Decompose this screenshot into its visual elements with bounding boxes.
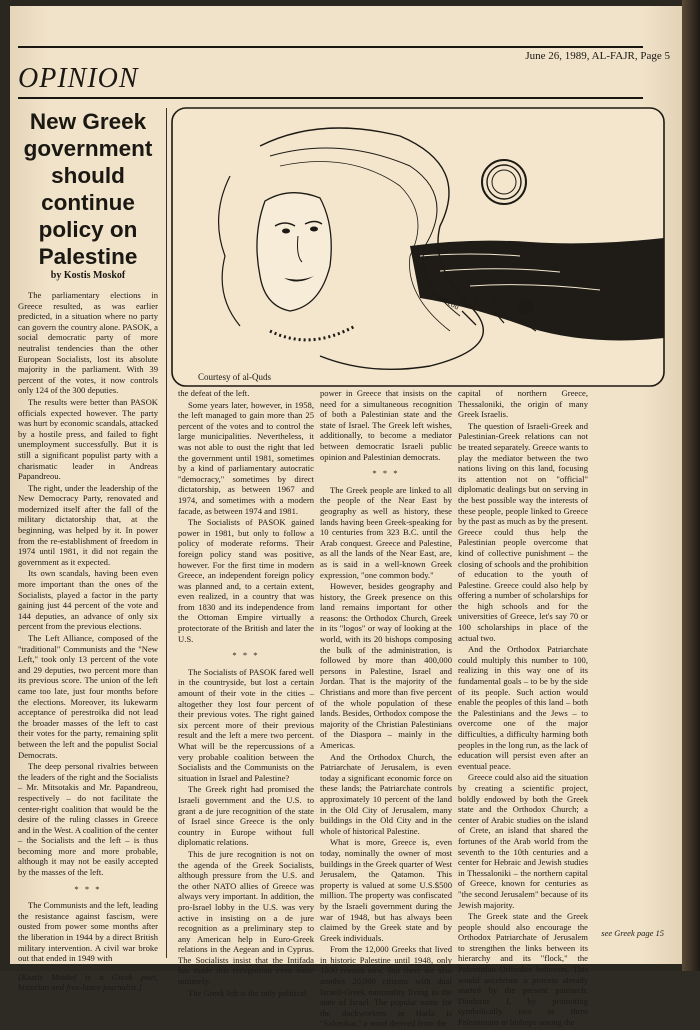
paragraph: power in Greece that insists on the need for a simultaneous recognition of both a Palestinian state and the state of Israel. The Greek left wishes, additionally, to become a mediator between democratic Israeli public opinion and Palestinian democrats.: [320, 388, 452, 462]
column-2: [178, 388, 314, 999]
column-1: [18, 290, 158, 994]
paragraph: The question of Israeli-Greek and Palestinian-Greek relations can not be treated separately. Greece wants to play the mediator between the two nations living on this land, focusing its attention not on "official" diplomatic dealings but on serving in the best possible way the interests of these people, people linked to Greece by the past as much as by the present. Greece could thus help the Palestinian people overcome that kind of collective punishment – the closing of schools and the prohibition of education to the youth of Palestine. Greece could also help by offering a number of scholarships for the high schools and for the universities of Greece, let's say 70 or 100 scholarships in place of the actual two.: [458, 420, 588, 643]
paragraph: The Greek people are linked to all the people of the Near East by geography as well as history, these lands having been Greek-speaking for 10 centuries from 323 B.C. until the Arab conquest. Greece and Palestine, as all the lands of the Near East, are, as is said in a well-known Greek expression, "one common body.": [320, 484, 452, 580]
paragraph: The results were better than PASOK officials expected however. The party was hurt by economic scandals, attacked by a hostile press, and failed to fight unemployment successfully. But it is still a significant populist party with a charismatic leader in Andreas Papandreou.: [18, 396, 158, 482]
column-3: [320, 388, 452, 1030]
headline-line: continue: [41, 190, 135, 215]
paragraph: From the 12,000 Greeks that lived in historic Palestine until 1948, only 1000 remain now. But there are also another 20,000 citizens with dual Israeli-Greek nationality living in the state of Israel. The popular name for the dockworkers in Haifa is "Salonikai," a word derived from the: [320, 944, 452, 1029]
paragraph: Some years later, however, in 1958, the left managed to gain more than 25 percent of the votes and to control the large municipalities. Nevertheless, it was not able to oust the right that led the government until 1981, sometimes by a kind of parliamentary autocratic "democracy," sometimes by direct dictatorship, as between 1967 and 1974, and sometimes with a modern facade, as between 1974 and 1981.: [178, 399, 314, 516]
paragraph: The Greek left is the only political: [188, 987, 307, 998]
paragraph: What is more, Greece is, even today, nominally the owner of most buildings in the Greek quarter of West Jerusalem, the Qatamon. This property is valued at some U.S.$500 million. The property was confiscated by the Israeli government during the war of 1948, but has always been claimed by the Greek state and by Greek individuals.: [320, 837, 452, 943]
column-4: [458, 388, 588, 1029]
paragraph: The Greek state and the Greek people should also encourage the Orthodox Patriarchate of Jerusalem to strengthen the links between its hierarchy and its "flock," the Palestinian Orthodox believers. This would accelerate a process already started by the present patriarch, Diodorus I, by promoting symbolically two or three Palestinians to bishops among the: [458, 911, 588, 1028]
headline-line: Palestine: [38, 244, 138, 269]
paragraph: The Communists and the left, leading the resistance against fascism, were ousted from power some months after the liberation in 1944 by a direct British military intervention. A civil war broke out that ended in 1949 with: [18, 900, 158, 964]
section-break: * * *: [372, 468, 400, 479]
headline-line: New Greek: [29, 109, 147, 134]
cartoon-credit: Courtesy of al-Quds: [198, 372, 271, 382]
binding-edge: [682, 0, 700, 971]
paragraph: Its own scandals, having been even more important than the ones of the Socialists, played a factor in the party gaining just 44 percent of the vote and 144 deputies, an advance of only six percent from the previous elections.: [18, 568, 158, 632]
column-rule: [166, 108, 167, 958]
section-title: OPINION: [18, 63, 139, 94]
cartoon-illustration: [170, 106, 666, 388]
paragraph: The deep personal rivalries between the leaders of the right and the Socialists – Mr. Mitsotakis and Mr. Papandreou, respectively – do not facilitate the center-right coalition that would be the desire of the ruling classes in Greece and in the West. A coalition of the center – the Socialists and the left – is thus becoming more and more probable, although it may not be easily accepted by the masses of the left.: [18, 761, 158, 878]
cartoon-label: Papandreou: [423, 285, 461, 312]
paragraph: However, besides geography and history, the Greek presence on this land remains important for other reasons: the Orthodox Church, Greek in its "logos" or way of looking at the world, with its 20 bishops composing the bulk of the administration, is followed by more than 400,000 persons in Palestine, Israel and Jordan. That is the majority of the Christians and more than five percent of the whole population of these lands. Besides, Orthodox compose the majority of the Christian Palestinians of the Diaspora – mainly in the Americas.: [320, 581, 452, 750]
section-break: * * *: [74, 883, 102, 894]
paragraph: The parliamentary elections in Greece resulted, as was earlier predicted, in a situation where no party can govern the country alone. PASOK, a social democratic party of more neutralist tendencies than the other European Socialists, lost its absolute majority in the parliament. With 39 percent of the votes, it now controls only 124 of the 300 deputies.: [18, 290, 158, 396]
continued-link[interactable]: see Greek page 15: [601, 928, 664, 938]
paragraph: And the Orthodox Church, the Patriarchate of Jerusalem, is even today a significant economic force on these lands; the Patriarchate controls approximately 10 percent of the land in the Old City of Jerusalem, many buildings in the Old City and in the whole of historical Palestine.: [320, 751, 452, 836]
paragraph: The Socialists of PASOK gained power in 1981, but only to follow a policy of moderate reforms. Their foreign policy stand was positive, however. For the first time in modern Greece, an independent foreign policy was planned and, to a certain extent, even realized, in a country that was from 1830 and its independence from the Ottoman Empire virtually a protectorate of the British and later the U.S.: [178, 517, 314, 644]
paragraph: The right, under the leadership of the New Democracy Party, renovated and modernized itself after the fall of the military dictatorship that, at the beginning, was helped by it. In power from the re-establishment of freedom in 1974 until 1981, it did not regain the government as it expected.: [18, 482, 158, 567]
top-rule: [18, 46, 643, 48]
paragraph: And the Orthodox Patriarchate could multiply this number to 100, realizing in this way one of its fundamental goals – to be by the side of its people. Such action would enable the peoples of this land – both the Palestinians and the Jews – to overcome one of the major difficulties, a difficulty harming both peoples in the long run, as the lack of education will persist even after an eventual peace.: [458, 644, 588, 771]
section-break: * * *: [232, 650, 260, 661]
section-rule: [18, 97, 643, 99]
paragraph: the defeat of the left.: [178, 388, 250, 398]
author-note: [Kostis Moskof is a Greek poet, historian and free-lance journalist.]: [18, 971, 158, 993]
dateline: June 26, 1989, AL-FAJR, Page 5: [525, 50, 670, 62]
paragraph: The Socialists of PASOK fared well in the countryside, but lost a certain amount of their vote in the cities – altogether they lost four percent of their previous votes. The right gained six percent more of their previous result and the left a mere two percent. What will be the repercussions of a very probable coalition between the Socialists and the Communists on the situation in Israel and Palestine?: [178, 666, 314, 783]
paragraph: The Greek right had promised the Israeli government and the U.S. to grant a de jure recognition of the state of Israel since Greece is the only country in Europe without full diplomatic relations.: [178, 784, 314, 848]
paragraph: The Left Alliance, composed of the "traditional" Communists and the "New Left," took only 13 percent of the vote and 29 deputies, two percent more than its previous score. The union of the left came too late, just four months before the elections. Moreover, its lukewarm acceptance of perestroika did not lead the broader masses of the left to cast their votes for the party, remaining split between the left and the populist Social Democrats.: [18, 633, 158, 760]
paragraph: Greece could also aid the situation by creating a scientific project, boldly endowed by both the Greek state and the Orthodox Church; a center of Arabic studies on the island of Crete, an island that shared the fortunes of the Arab world from the seventh to the 10th centuries and a center for Hebraic and Jewish studies in Thessaloniki – the northern capital of Greece, known for centuries as "the second Jerusalem" because of its Jewish majority.: [458, 772, 588, 910]
paragraph: capital of northern Greece, Thessaloniki, the origin of many Greek Israelis.: [458, 388, 588, 420]
byline: by Kostis Moskof: [50, 270, 126, 281]
headline-line: should: [51, 163, 125, 188]
paragraph: This de jure recognition is not on the agenda of the Greek Socialists, although pressure from the U.S. and the other NATO allies of Greece was always very important. In addition, the pro-Israel lobby in the U.S. was very active in insisting on a de jure recognition as a preliminary step to any American help in Euro-Greek relations in the Aegean and in Cyprus. The Socialists insist that the Intifada has made this recognition even more untimely.: [178, 848, 314, 987]
headline-line: policy on: [38, 217, 138, 242]
headline: [18, 108, 158, 270]
headline-line: government: [23, 136, 153, 161]
